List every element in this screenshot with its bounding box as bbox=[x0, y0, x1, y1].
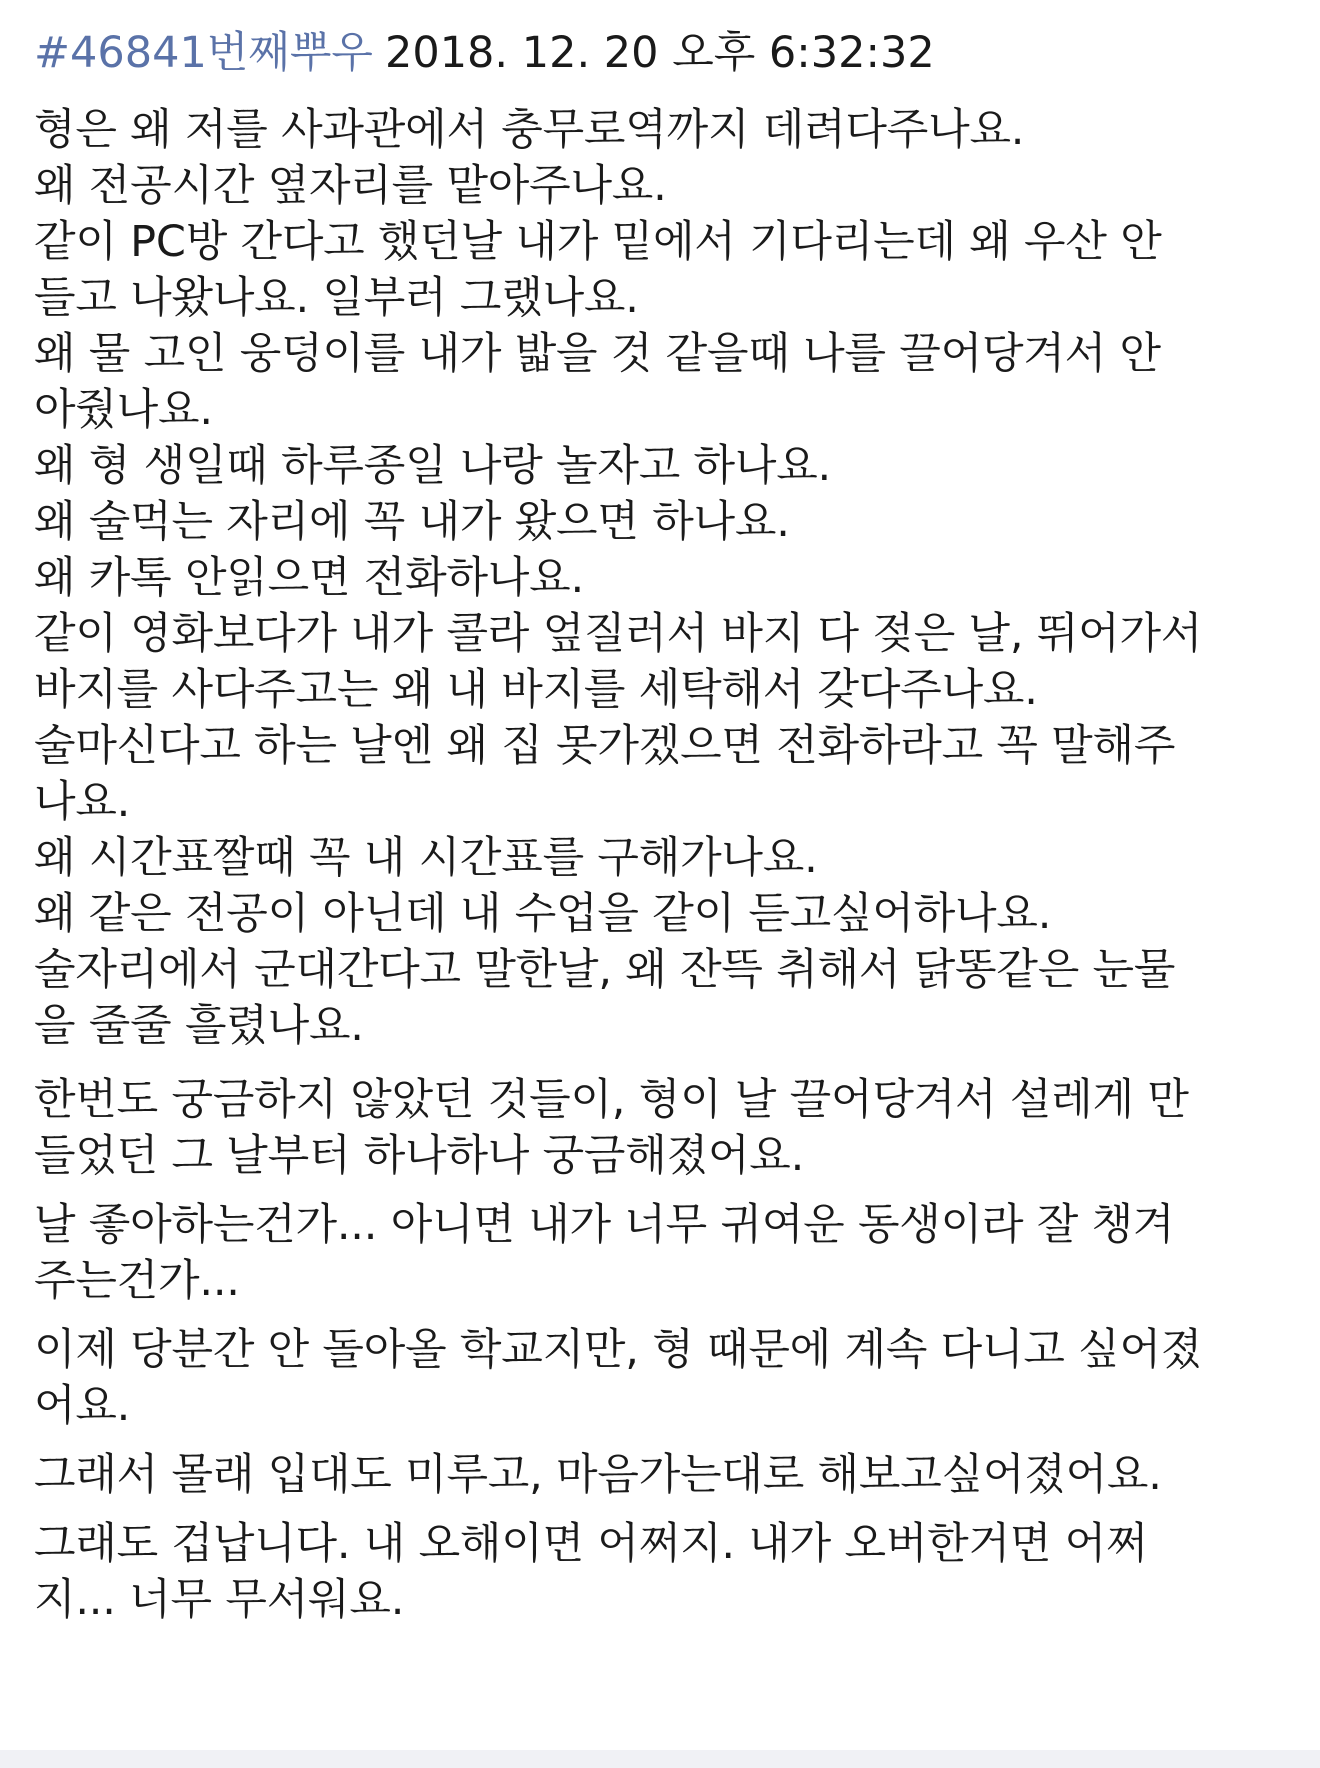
post-text-line: 한번도 궁금하지 않았던 것들이, 형이 날 끌어당겨서 설레게 만 bbox=[34, 1075, 1189, 1125]
post-text-line: 그래서 몰래 입대도 미루고, 마음가는대로 해보고싶어졌어요. bbox=[34, 1450, 1162, 1500]
post-text-line: 형은 왜 저를 사과관에서 충무로역까지 데려다주나요. bbox=[34, 105, 1025, 155]
post-paragraph bbox=[34, 1197, 1302, 1309]
post-text-line: 들었던 그 날부터 하나하나 궁금해졌어요. bbox=[34, 1131, 805, 1181]
post-text-line: 그래도 겁납니다. 내 오해이면 어쩌지. 내가 오버한거면 어쩌 bbox=[34, 1519, 1148, 1569]
post-text-line: 날 좋아하는건가... 아니면 내가 너무 귀여운 동생이라 잘 챙겨 bbox=[34, 1200, 1175, 1250]
post-paragraph bbox=[34, 1322, 1302, 1434]
post-header bbox=[34, 22, 1302, 84]
post-text-line: 아줬나요. bbox=[34, 385, 213, 435]
bottom-divider bbox=[0, 1750, 1320, 1768]
post-timestamp: 2018. 12. 20 오후 6:32:32 bbox=[384, 28, 935, 78]
post-text-line: 왜 술먹는 자리에 꼭 내가 왔으면 하나요. bbox=[34, 497, 790, 547]
post-text-line: 왜 전공시간 옆자리를 맡아주나요. bbox=[34, 161, 667, 211]
post-text-line: 같이 PC방 간다고 했던날 내가 밑에서 기다리는데 왜 우산 안 bbox=[34, 217, 1162, 267]
post-paragraph bbox=[34, 102, 1302, 1054]
post-text-line: 왜 같은 전공이 아닌데 내 수업을 같이 듣고싶어하나요. bbox=[34, 889, 1052, 939]
post-text-line: 술자리에서 군대간다고 말한날, 왜 잔뜩 취해서 닭똥같은 눈물 bbox=[34, 945, 1176, 995]
post-text-line: 나요. bbox=[34, 777, 131, 827]
confession-post bbox=[34, 22, 1302, 1641]
post-text-line: 들고 나왔나요. 일부러 그랬나요. bbox=[34, 273, 639, 323]
post-text-line: 왜 시간표짤때 꼭 내 시간표를 구해가나요. bbox=[34, 833, 818, 883]
post-text-line: 술마신다고 하는 날엔 왜 집 못가겠으면 전화하라고 꼭 말해주 bbox=[34, 721, 1176, 771]
post-text-line: 왜 물 고인 웅덩이를 내가 밟을 것 같을때 나를 끌어당겨서 안 bbox=[34, 329, 1161, 379]
post-paragraph bbox=[34, 1072, 1302, 1184]
post-body bbox=[34, 102, 1302, 1628]
post-text-line: 주는건가... bbox=[34, 1256, 240, 1306]
post-paragraph bbox=[34, 1516, 1302, 1628]
post-text-line: 같이 영화보다가 내가 콜라 엎질러서 바지 다 젖은 날, 뛰어가서 bbox=[34, 609, 1203, 659]
post-paragraph bbox=[34, 1447, 1302, 1503]
post-text-line: 을 줄줄 흘렸나요. bbox=[34, 1001, 364, 1051]
post-text-line: 왜 형 생일때 하루종일 나랑 놀자고 하나요. bbox=[34, 441, 832, 491]
post-text-line: 바지를 사다주고는 왜 내 바지를 세탁해서 갖다주나요. bbox=[34, 665, 1038, 715]
post-text-line: 이제 당분간 안 돌아올 학교지만, 형 때문에 계속 다니고 싶어졌 bbox=[34, 1325, 1203, 1375]
post-text-line: 지... 너무 무서워요. bbox=[34, 1575, 405, 1625]
post-text-line: 왜 카톡 안읽으면 전화하나요. bbox=[34, 553, 584, 603]
post-text-line: 어요. bbox=[34, 1381, 131, 1431]
post-hashtag-link[interactable]: #46841번째뿌우 bbox=[34, 28, 373, 78]
